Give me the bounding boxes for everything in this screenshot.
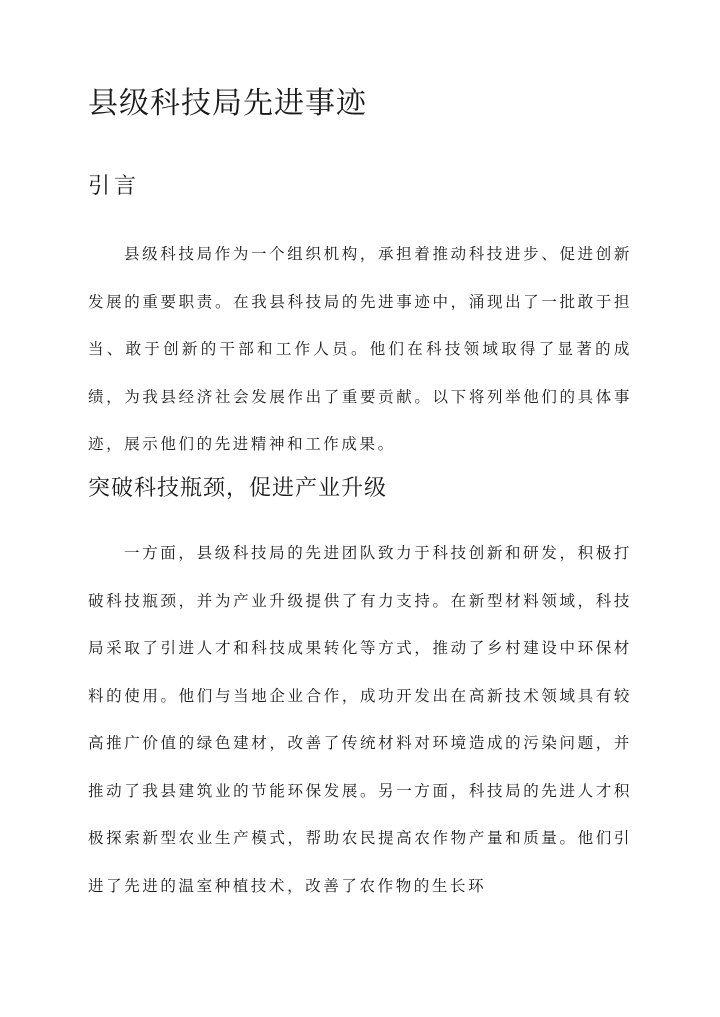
- introduction-paragraph: 县级科技局作为一个组织机构，承担着推动科技进步、促进创新发展的重要职责。在我县科技局的先进事迹中，涌现出了一批敢于担当、敢于创新的干部和工作人员。他们在科技领域取得了显著的成绩，为我县经济社会发展作出了重要贡献。以下将列举他们的具体事迹，展示他们的先进精神和工作成果。: [88, 245, 632, 453]
- document-title: 县级科技局先进事迹: [88, 86, 367, 121]
- section-heading-breakthrough: 突破科技瓶颈，促进产业升级: [88, 476, 388, 501]
- breakthrough-paragraph: 一方面，县级科技局的先进团队致力于科技创新和研发，积极打破科技瓶颈，并为产业升级提供了有力支持。在新型材料领域，科技局采取了引进人才和科技成果转化等方式，推动了乡村建设中环保材料的使用。他们与当地企业合作，成功开发出在高新技术领域具有较高推广价值的绿色建材，改善了传统材料对环境造成的污染问题，并推动了我县建筑业的节能环保发展。另一方面，科技局的先进人才积极探索新型农业生产模式，帮助农民提高农作物产量和质量。他们引进了先进的温室种植技术，改善了农作物的生长环: [88, 544, 632, 895]
- section-heading-introduction: 引言: [88, 174, 141, 199]
